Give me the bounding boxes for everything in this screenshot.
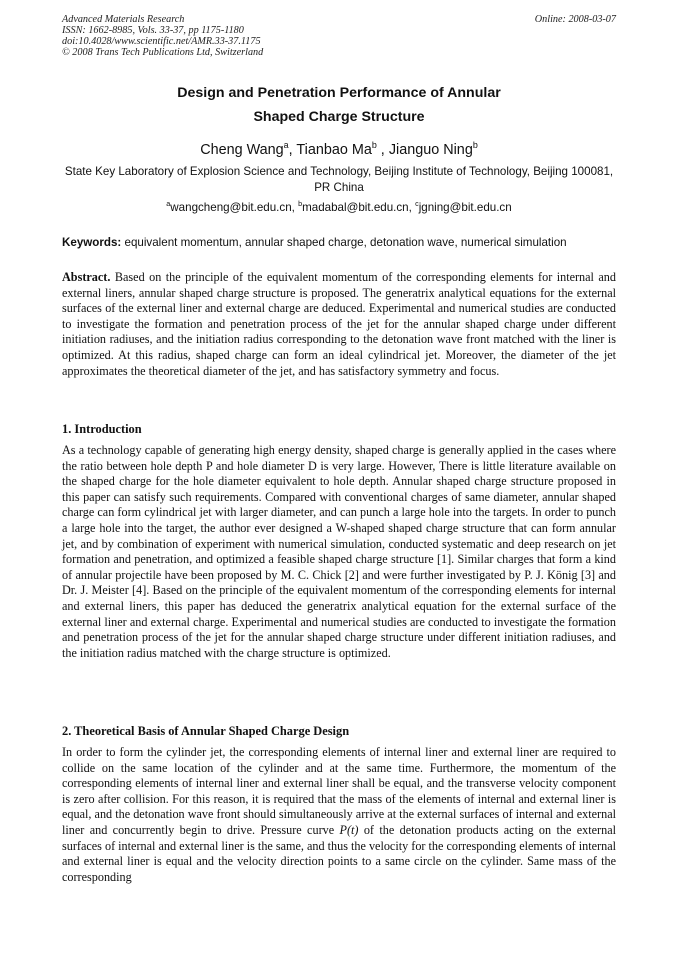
abstract-label: Abstract.	[62, 270, 111, 284]
author-affil-mark: b	[371, 140, 377, 151]
email-mark: a	[166, 199, 171, 209]
pressure-formula: P(t)	[339, 822, 359, 837]
author-affil-mark: b	[472, 140, 478, 151]
email-mark: b	[298, 199, 303, 209]
keywords-text: equivalent momentum, annular shaped charge, detonation wave, numerical simulation	[121, 236, 567, 249]
abstract	[62, 270, 616, 379]
section-heading-introduction: 1. Introduction	[62, 422, 142, 436]
email-link[interactable]: wangcheng@bit.edu.cn	[170, 201, 292, 214]
journal-copyright: © 2008 Trans Tech Publications Ltd, Switzerland	[62, 47, 264, 58]
section-heading-theoretical-basis: 2. Theoretical Basis of Annular Shaped Charge Design	[62, 724, 350, 738]
author-separator: ,	[376, 142, 389, 158]
title-line-1: Design and Penetration Performance of Annular	[177, 85, 501, 101]
abstract-text: Based on the principle of the equivalent momentum of the corresponding elements for internal and external liners, annular shaped charge structure is proposed. The generatrix analytical equations for the external surfaces of the external liner and external charge are deduced. Experimental and numerical studies are conducted to investigate the formation and penetration process of the jet for the annular shaped charge under different initiation radiuses, and the initiation radius corresponding to the detonation wave front matched with the liner is optimized. At this radius, shaped charge can form an ideal cylindrical jet. Moreover, the diameter of the jet approximates the theoretical diameter of the jet, and has satisfactory symmetry and focus.	[62, 270, 616, 378]
author-name: Cheng Wang	[200, 142, 284, 158]
online-date: Online: 2008-03-07	[534, 14, 616, 25]
title-line-2: Shaped Charge Structure	[253, 109, 425, 125]
section-body-theoretical-basis	[62, 745, 616, 885]
author-name: Jianguo Ning	[388, 142, 473, 158]
author-list	[62, 140, 616, 160]
journal-issn: ISSN: 1662-8985, Vols. 33-37, pp 1175-1180	[62, 25, 244, 36]
affiliation: State Key Laboratory of Explosion Science and Technology, Beijing Institute of Technology, Beijing 100081, PR China	[64, 165, 614, 194]
author-affil-mark: a	[283, 140, 289, 151]
journal-header	[62, 14, 616, 58]
author-name: Tianbao Ma	[296, 142, 372, 158]
paragraph-text: of the detonation products acting on the external surfaces of internal and external liner is the same, and thus the velocity for the corresponding elements of internal and external liner is equal and the velocity direction points to a same circle on the cylinder. Same mass of the corresponding	[62, 822, 617, 884]
paragraph-text: In order to form the cylinder jet, the corresponding elements of internal liner and external liner are required to collide on the same location of the cylinder and at the same time. Furthermore, the momentum of the corresponding elements of internal liner and external liner shall be equal, and the transverse velocity component is zero after collision. For this reason, it is required that the mass of the elements of internal and external liner is equal, and the detonation wave front should simultaneously arrive at the external surfaces of internal and external liner and concurrently begin to drive. Pressure curve	[62, 745, 616, 837]
paper-title	[62, 81, 616, 129]
email-link[interactable]: jgning@bit.edu.cn	[418, 201, 512, 214]
author-separator: ,	[288, 142, 297, 158]
email-link[interactable]: madabal@bit.edu.cn	[302, 201, 409, 214]
keywords	[62, 236, 622, 250]
email-separator: ,	[408, 201, 416, 214]
journal-name: Advanced Materials Research	[62, 14, 185, 25]
email-mark: c	[415, 199, 419, 209]
section-body-introduction: As a technology capable of generating high energy density, shaped charge is generally applied in the cases where the ratio between hole depth P and hole diameter D is very large. However, There is little literature available on the shaped charge for the hole diameter equivalent to hole depth. Annular shaped charge structure proposed in this paper can satisfy such requirements. Compared with conventional charges of same diameter, annular shaped charge can form cylindrical jet with larger diameter, and can punch a large hole into the targets. In order to punch a large hole into the target, the author ever designed a W-shaped shaped charge structure that can form annular jet, and by combination of experiment with numerical simulation, conducted systematic and deep research on jet formation and penetration, and optimized a feasible shaped charge structure [1]. Similar charges that form a kind of annular projectile have been proposed by M. C. Chick [2] and were further investigated by P. J. König [3] and Dr. J. Meister [4]. Based on the principle of the equivalent momentum of the corresponding elements for internal and external liners, this paper has deduced the generatrix analytical equation for the external surface of the external liner and external charge. Experimental and numerical studies are conducted to investigate the formation and penetration process of the jet for the annular shaped charge structure under different initiation radiuses, and the initiation radius matched with the charge structure is optimized.	[62, 443, 616, 660]
email-separator: ,	[291, 201, 299, 214]
journal-doi: doi:10.4028/www.scientific.net/AMR.33-37.1175	[62, 36, 261, 47]
author-emails	[62, 200, 616, 215]
keywords-label: Keywords:	[62, 236, 122, 249]
